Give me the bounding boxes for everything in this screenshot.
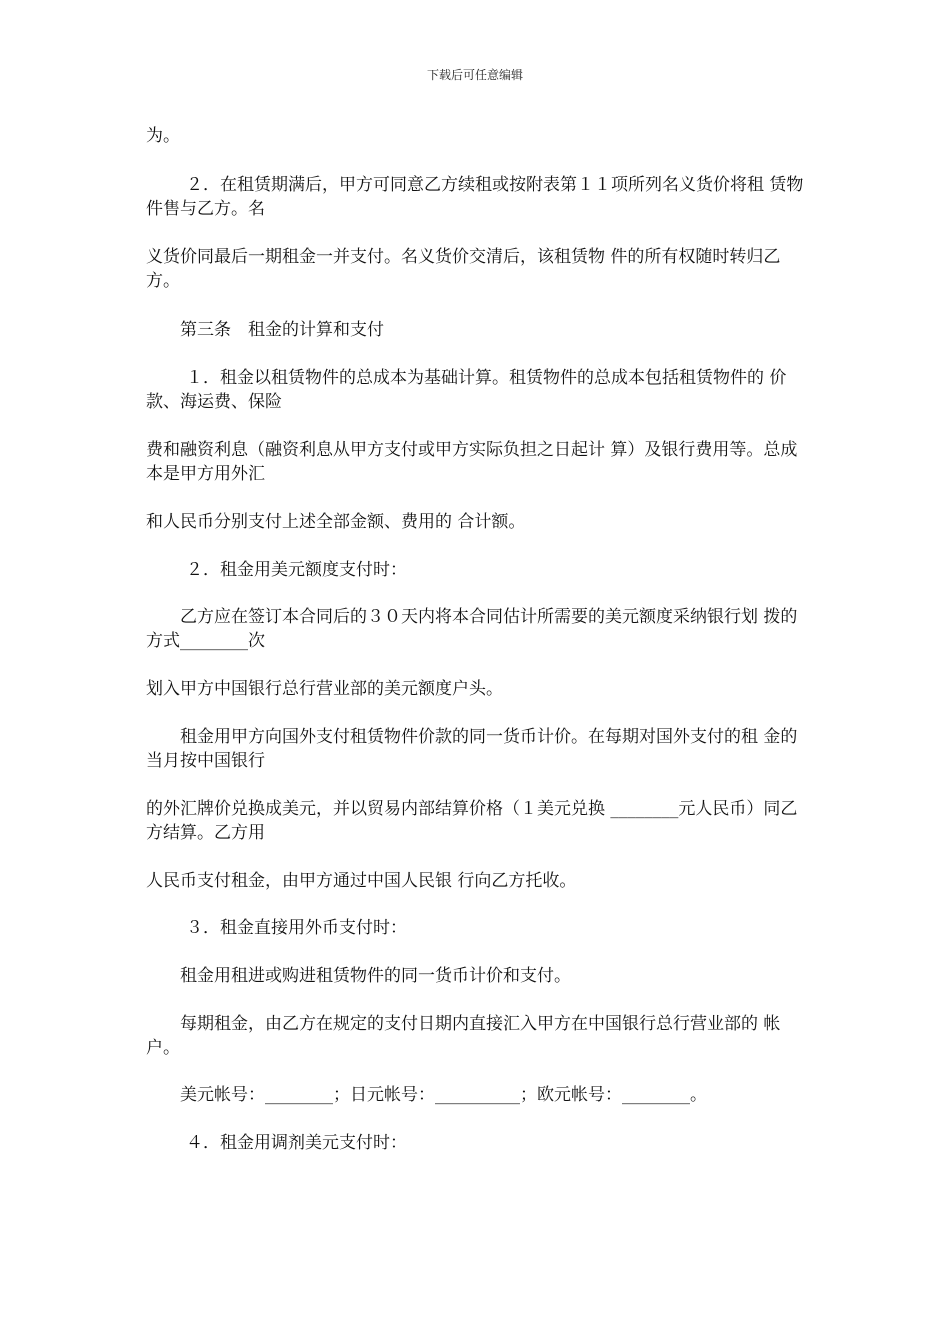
paragraph: 人民币支付租金，由甲方通过中国人民银 行向乙方托收。 [146,871,577,891]
paragraph: 乙方应在签订本合同后的３０天内将本合同估计所需要的美元额度采纳银行划 拨的方式________次 [146,607,798,651]
paragraph: ４．租金用调剂美元支付时： [186,1133,407,1153]
section-heading: 第三条 租金的计算和支付 [180,320,384,340]
paragraph: 为。 [146,126,180,146]
account-numbers-line: 美元帐号：________；日元帐号：__________；欧元帐号：________。 [180,1085,707,1105]
paragraph: 费和融资利息（融资利息从甲方支付或甲方实际负担之日起计 算）及银行费用等。总成本是甲方用外汇 [146,440,798,484]
paragraph: 租金用甲方向国外支付租赁物件价款的同一货币计价。在每期对国外支付的租 金的当月按中国银行 [146,727,798,771]
paragraph: 每期租金，由乙方在规定的支付日期内直接汇入甲方在中国银行总行营业部的 帐户。 [146,1014,781,1058]
paragraph: 租金用租进或购进租赁物件的同一货币计价和支付。 [180,966,571,986]
paragraph: ２．在租赁期满后，甲方可同意乙方续租或按附表第１１项所列名义货价将租 赁物件售与乙方。名 [146,175,804,219]
page-header: 下载后可任意编辑 [426,68,523,82]
paragraph: ２．租金用美元额度支付时： [186,560,407,580]
paragraph: 和人民币分别支付上述全部金额、费用的 合计额。 [146,512,526,532]
paragraph: 划入甲方中国银行总行营业部的美元额度户头。 [146,679,503,699]
paragraph: ３．租金直接用外币支付时： [186,918,407,938]
paragraph: 的外汇牌价兑换成美元，并以贸易内部结算价格（１美元兑换 ________元人民币）同乙方结算。乙方用 [146,799,798,843]
paragraph: １．租金以租赁物件的总成本为基础计算。租赁物件的总成本包括租赁物件的 价款、海运费、保险 [146,368,787,412]
paragraph: 义货价同最后一期租金一并支付。名义货价交清后，该租赁物 件的所有权随时转归乙方。 [146,247,781,291]
